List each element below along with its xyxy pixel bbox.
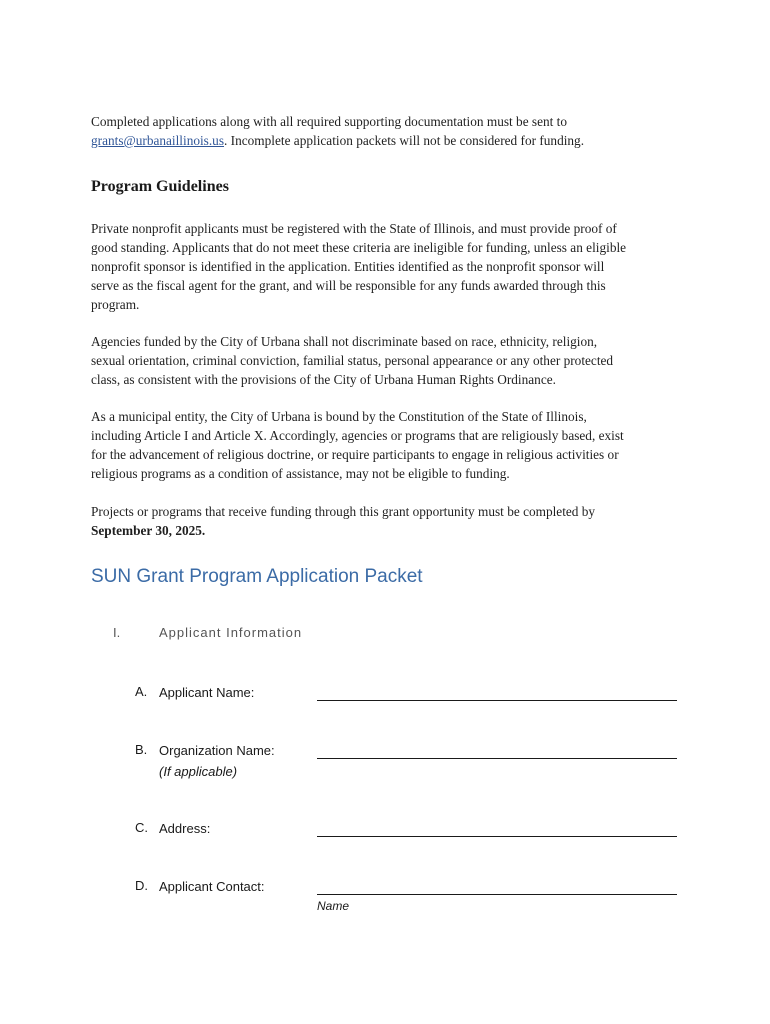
field-letter-d: D. bbox=[135, 878, 148, 893]
paragraph-line: Projects or programs that receive funding through this grant opportunity must be completed by bbox=[91, 504, 596, 519]
paragraph-line: As a municipal entity, the City of Urbana is bound by the Constitution of the State of Illinois, bbox=[91, 409, 587, 424]
section-numeral: I. bbox=[113, 625, 121, 640]
paragraph-line: serve as the fiscal agent for the grant, and will be responsible for any funds awarded through this bbox=[91, 278, 606, 293]
applicant-information-heading: Applicant Information bbox=[159, 625, 303, 640]
paragraph-line: nonprofit sponsor is identified in the application. Entities identified as the nonprofit sponsor will bbox=[91, 259, 605, 274]
intro-line-2-rest: . Incomplete application packets will not be considered for funding. bbox=[224, 133, 585, 148]
applicant-contact-label: Applicant Contact: bbox=[159, 879, 265, 894]
field-letter-b: B. bbox=[135, 742, 148, 757]
intro-paragraph bbox=[91, 112, 691, 150]
intro-line-2 bbox=[91, 131, 691, 150]
applicant-name-label: Applicant Name: bbox=[159, 685, 255, 700]
paragraph-line: class, as consistent with the provisions of the City of Urbana Human Rights Ordinance. bbox=[91, 372, 556, 387]
paragraph-line: sexual orientation, criminal conviction, familial status, personal appearance or any other protected bbox=[91, 353, 614, 368]
address-label: Address: bbox=[159, 821, 211, 836]
paragraph-line: program. bbox=[91, 297, 140, 312]
applicant-contact-name-field[interactable] bbox=[317, 894, 677, 895]
address-field[interactable] bbox=[317, 836, 677, 837]
program-guidelines-heading: Program Guidelines bbox=[91, 178, 229, 195]
paragraph-line: religious programs as a condition of assistance, may not be eligible to funding. bbox=[91, 466, 510, 481]
organization-name-label-text: Organization Name: bbox=[159, 743, 275, 758]
paragraph-line: Private nonprofit applicants must be registered with the State of Illinois, and must provide proof of bbox=[91, 221, 617, 236]
organization-name-label bbox=[159, 740, 275, 782]
guidelines-paragraph-2 bbox=[91, 332, 691, 389]
guidelines-paragraph-3 bbox=[91, 407, 691, 483]
deadline-date: September 30, 2025. bbox=[91, 523, 206, 538]
guidelines-paragraph-4 bbox=[91, 502, 691, 540]
field-letter-c: C. bbox=[135, 820, 148, 835]
applicant-name-field[interactable] bbox=[317, 700, 677, 701]
intro-line-1: Completed applications along with all required supporting documentation must be sent to bbox=[91, 114, 568, 129]
contact-name-sub-label: Name bbox=[317, 899, 350, 913]
organization-name-field[interactable] bbox=[317, 758, 677, 759]
field-letter-a: A. bbox=[135, 684, 148, 699]
paragraph-line: including Article I and Article X. Accordingly, agencies or programs that are religiously based, exist bbox=[91, 428, 624, 443]
guidelines-paragraph-1 bbox=[91, 219, 691, 314]
organization-name-note: (If applicable) bbox=[159, 764, 238, 779]
grants-email-link[interactable]: grants@urbanaillinois.us bbox=[91, 133, 225, 148]
paragraph-line: for the advancement of religious doctrine, or require participants to engage in religious activities or bbox=[91, 447, 619, 462]
application-packet-title: SUN Grant Program Application Packet bbox=[91, 566, 423, 587]
paragraph-line: Agencies funded by the City of Urbana shall not discriminate based on race, ethnicity, religion, bbox=[91, 334, 598, 349]
paragraph-line: good standing. Applicants that do not meet these criteria are ineligible for funding, unless an eligible bbox=[91, 240, 627, 255]
